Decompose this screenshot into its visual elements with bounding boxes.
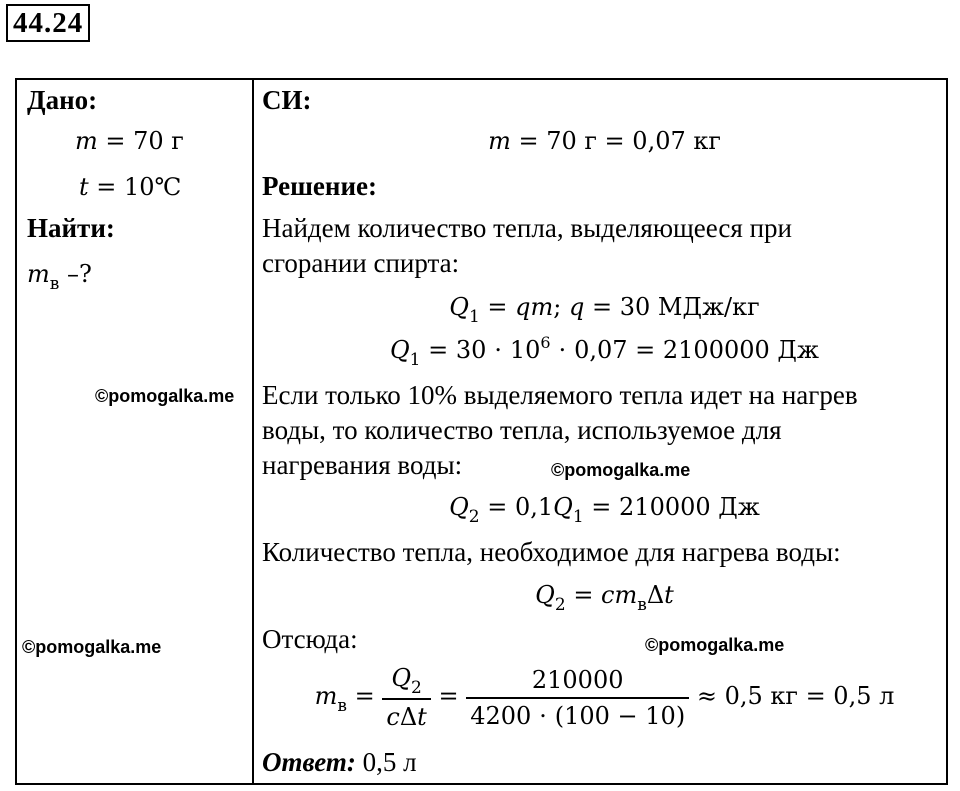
equation-q2: 𝑄$_2$ = 0,1𝑄$_1$ = 210000 Дж (449, 493, 760, 527)
equation-q1-value: 𝑄$_1$ = $30 \cdot 10^6 \cdot 0,07 = 2100000$ Дж (389, 333, 819, 370)
si-conversion: 𝑚 = 70 г = 0,07 кг (488, 127, 721, 155)
text-line: Найдем количество тепла, выделяющееся при (262, 213, 792, 243)
equation-heat-water: 𝑄$_2$ = 𝑐𝑚$_в$Δ𝑡 (535, 581, 674, 615)
text-line: сгорании спирта: (262, 248, 460, 278)
watermark: ©pomogalka.me (95, 386, 235, 406)
solution-table (15, 78, 948, 785)
find-heading: Найти: (27, 213, 115, 243)
watermark: ©pomogalka.me (22, 637, 162, 657)
column-divider (252, 80, 254, 783)
fraction: $\frac{210000}{4200 \cdot (100 - 10)}$ (466, 663, 689, 733)
given-heading: Дано: (27, 85, 98, 115)
equation-final: 𝑚$_в$ = $\frac{𝑄_2}{\text{𝑐Δ𝑡}}$ = $\frac{210000}{4200 \cdot (100 - 10)}$ ≈ 0,5 кг = 0,5 л (262, 658, 947, 737)
watermark: ©pomogalka.me (645, 635, 785, 655)
fraction: $\frac{𝑄_2}{\text{𝑐Δ𝑡}}$ (382, 661, 430, 734)
text-line: Отсюда: (262, 624, 358, 654)
si-heading: СИ: (262, 85, 312, 115)
watermark: ©pomogalka.me (551, 460, 691, 480)
given-mass: 𝑚 = 70 г (75, 127, 184, 155)
solution-heading: Решение: (262, 171, 377, 201)
given-temperature: 𝑡 = 10℃ (79, 173, 182, 201)
text-line: воды, то количество тепла, используемое для (262, 415, 782, 445)
text-line: Если только 10% выделяемого тепла идет на нагрев (262, 380, 858, 410)
find-value: 𝑚$_в$ –? (27, 260, 92, 294)
problem-number: 44.24 (6, 4, 90, 42)
answer: Ответ: 0,5 л (262, 747, 417, 777)
text-line: нагревания воды: (262, 450, 463, 480)
text-line: Количество тепла, необходимое для нагрева воды: (262, 537, 841, 567)
equation-q1: 𝑄$_1$ = 𝑞𝑚; 𝑞 = 30 МДж/кг (449, 293, 760, 327)
